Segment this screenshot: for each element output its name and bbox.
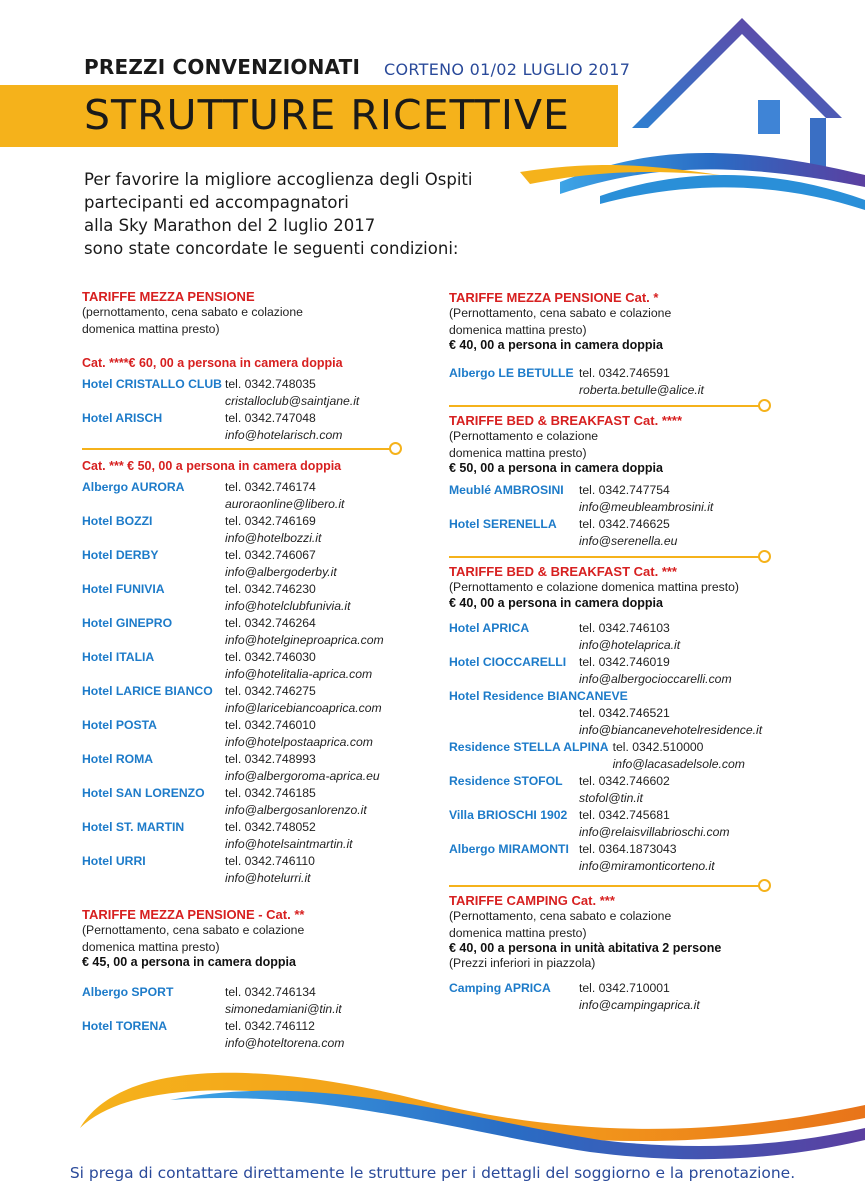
hotel-list	[82, 376, 382, 444]
hotel-name: Hotel GINEPRO	[82, 616, 173, 630]
intro-line: Per favorire la migliore accoglienza degli Ospiti	[84, 170, 473, 189]
hotel-phone: tel. 0342.746110	[225, 854, 315, 868]
section-desc: (Pernottamento, cena sabato e colazione	[449, 306, 672, 320]
hotel-name: Hotel SERENELLA	[449, 517, 557, 531]
section-half-board-4-3	[82, 289, 303, 337]
hotel-name: Hotel ST. MARTIN	[82, 820, 185, 834]
hotel-list	[449, 620, 779, 875]
hotel-name: Hotel TORENA	[82, 1019, 168, 1033]
section-price: € 50, 00 a persona in camera doppia	[449, 461, 663, 475]
hotel-entry	[82, 581, 382, 615]
hotel-entry	[82, 479, 382, 513]
hotel-name: Hotel CRISTALLO CLUB	[82, 377, 222, 391]
hotel-entry	[449, 654, 779, 688]
hotel-entry	[82, 853, 382, 887]
hotel-entry	[449, 980, 779, 1014]
hotel-name: Villa BRIOSCHI 1902	[449, 808, 568, 822]
hotel-contact	[225, 479, 344, 513]
hotel-phone: tel. 0342.746174	[225, 480, 316, 494]
header-subtitle: CORTENO 01/02 LUGLIO 2017	[384, 60, 631, 79]
section-title: TARIFFE BED & BREAKFAST Cat. ***	[449, 564, 677, 579]
section-desc: domenica mattina presto)	[449, 925, 587, 940]
hotel-phone: tel. 0342.746230	[225, 582, 316, 596]
hotel-entry	[449, 773, 779, 807]
section-desc: domenica mattina presto)	[82, 939, 220, 954]
hotel-contact	[225, 683, 382, 717]
hotel-email[interactable]: simonedamiani@tin.it	[225, 1002, 342, 1016]
section-title: TARIFFE BED & BREAKFAST Cat. ****	[449, 413, 683, 428]
hotel-contact	[579, 516, 677, 550]
hotel-list	[449, 365, 779, 399]
hotel-email[interactable]: info@hoteltorena.com	[225, 1036, 345, 1050]
hotel-contact	[225, 376, 359, 410]
hotel-list	[449, 980, 779, 1014]
hotel-entry	[449, 807, 779, 841]
hotel-name: Hotel DERBY	[82, 548, 159, 562]
hotel-email[interactable]: info@meubleambrosini.it	[579, 500, 714, 514]
hotel-email[interactable]: info@hotelarisch.com	[225, 428, 343, 442]
hotel-name: Hotel ROMA	[82, 752, 154, 766]
hotel-email[interactable]: info@campingaprica.it	[579, 998, 700, 1012]
hotel-email[interactable]: info@hotelsaintmartin.it	[225, 837, 353, 851]
hotel-name: Residence STELLA ALPINA	[449, 740, 609, 754]
hotel-email[interactable]: info@hotelclubfunivia.it	[225, 599, 351, 613]
hotel-name: Hotel LARICE BIANCO	[82, 684, 213, 698]
hotel-email[interactable]: info@serenella.eu	[579, 534, 678, 548]
hotel-phone: tel. 0342.746112	[225, 1019, 315, 1033]
section-bb-4	[449, 413, 682, 475]
section-divider	[449, 399, 771, 413]
hotel-email[interactable]: info@albergoroma-aprica.eu	[225, 769, 380, 783]
section-camping	[449, 893, 721, 972]
hotel-email[interactable]: info@biancanevehotelresidence.it	[579, 723, 763, 737]
hotel-phone: tel. 0364.1873043	[579, 842, 677, 856]
hotel-name: Albergo AURORA	[82, 480, 185, 494]
hotel-name: Hotel BOZZI	[82, 514, 153, 528]
intro-line: sono state concordate le seguenti condizioni:	[84, 239, 459, 258]
hotel-contact	[225, 984, 342, 1018]
hotel-phone: tel. 0342.746264	[225, 616, 316, 630]
hotel-contact	[225, 853, 315, 887]
hotel-name: Camping APRICA	[449, 981, 551, 995]
hotel-email[interactable]: info@laricebiancoaprica.com	[225, 701, 382, 715]
category-3-price: Cat. *** € 50, 00 a persona in camera doppia	[82, 459, 342, 473]
hotel-contact	[225, 785, 367, 819]
section-title: TARIFFE MEZZA PENSIONE Cat. *	[449, 290, 659, 305]
hotel-name: Meublé AMBROSINI	[449, 483, 564, 497]
section-divider	[449, 879, 771, 893]
section-desc: domenica mattina presto)	[82, 321, 220, 336]
hotel-name: Hotel FUNIVIA	[82, 582, 165, 596]
hotel-name: Hotel APRICA	[449, 621, 530, 635]
hotel-name: Hotel CIOCCARELLI	[449, 655, 567, 669]
hotel-name: Hotel ARISCH	[82, 411, 163, 425]
hotel-phone: tel. 0342.746067	[225, 548, 316, 562]
hotel-email[interactable]: info@lacasadelsole.com	[612, 757, 745, 771]
hotel-entry	[449, 688, 779, 739]
hotel-contact	[225, 547, 337, 581]
hotel-entry	[82, 1018, 382, 1052]
hotel-entry	[82, 984, 382, 1018]
hotel-name: Albergo MIRAMONTI	[449, 842, 569, 856]
hotel-email[interactable]: roberta.betulle@alice.it	[579, 383, 704, 397]
hotel-entry	[82, 683, 382, 717]
hotel-phone: tel. 0342.746275	[225, 684, 316, 698]
hotel-contact	[579, 654, 732, 688]
hotel-phone: tel. 0342.746602	[579, 774, 670, 788]
intro-line: alla Sky Marathon del 2 luglio 2017	[84, 216, 376, 235]
hotel-phone: tel. 0342.748035	[225, 377, 316, 391]
header-title: PREZZI CONVENZIONATI	[84, 55, 361, 79]
section-bb-3	[449, 564, 739, 610]
hotel-phone: tel. 0342.746169	[225, 514, 316, 528]
hotel-name: Residence STOFOL	[449, 774, 563, 788]
hotel-phone: tel. 0342.746010	[225, 718, 316, 732]
section-divider	[82, 442, 402, 456]
hotel-name: Hotel POSTA	[82, 718, 157, 732]
hotel-entry	[449, 516, 779, 550]
hotel-phone: tel. 0342.710001	[579, 981, 670, 995]
hotel-name: Hotel SAN LORENZO	[82, 786, 205, 800]
hotel-entry	[449, 365, 779, 399]
section-title: TARIFFE MEZZA PENSIONE	[82, 289, 255, 304]
hotel-contact	[225, 751, 380, 785]
hotel-email[interactable]: stofol@tin.it	[579, 791, 643, 805]
hotel-phone: tel. 0342.746030	[225, 650, 316, 664]
hotel-entry	[449, 482, 779, 516]
hotel-contact	[225, 410, 342, 444]
hotel-list	[82, 479, 382, 887]
hotel-contact	[225, 717, 373, 751]
hotel-phone: tel. 0342.746019	[579, 655, 670, 669]
hotel-phone: tel. 0342.747048	[225, 411, 316, 425]
section-half-board-1	[449, 290, 671, 352]
section-price: € 40, 00 a persona in unità abitativa 2 persone	[449, 941, 722, 955]
hotel-phone: tel. 0342.746103	[579, 621, 670, 635]
hotel-name: Hotel Residence BIANCANEVE	[449, 689, 628, 703]
hotel-contact	[225, 513, 321, 547]
hotel-contact	[225, 1018, 344, 1052]
hotel-contact	[225, 615, 384, 649]
hotel-email[interactable]: info@hotelitalia-aprica.com	[225, 667, 373, 681]
hotel-phone: tel. 0342.745681	[579, 808, 670, 822]
hotel-email[interactable]: info@miramonticorteno.it	[579, 859, 715, 873]
section-title: TARIFFE MEZZA PENSIONE - Cat. **	[82, 907, 305, 922]
section-desc: (pernottamento, cena sabato e colazione	[82, 305, 303, 319]
category-4-price: Cat. ****€ 60, 00 a persona in camera doppia	[82, 356, 343, 370]
hotel-list	[82, 984, 382, 1052]
section-half-board-2	[82, 907, 304, 969]
hotel-list	[449, 482, 779, 550]
bottom-wave-icon	[80, 1073, 865, 1159]
section-desc: domenica mattina presto)	[449, 322, 587, 337]
hotel-phone: tel. 0342.746521	[579, 706, 670, 720]
hotel-email[interactable]: info@albergocioccarelli.com	[579, 672, 732, 686]
hotel-phone: tel. 0342.748052	[225, 820, 316, 834]
hotel-entry	[82, 649, 382, 683]
hotel-name: Hotel URRI	[82, 854, 146, 868]
hotel-email[interactable]: info@hotelgineproaprica.com	[225, 633, 384, 647]
intro-text	[84, 168, 472, 260]
intro-line: partecipanti ed accompagnatori	[84, 193, 349, 212]
section-desc: (Pernottamento, cena sabato e colazione	[449, 909, 672, 923]
hotel-email[interactable]: info@hotelpostaaprica.com	[225, 735, 373, 749]
hotel-contact	[579, 807, 730, 841]
hotel-name: Albergo SPORT	[82, 985, 174, 999]
hotel-contact	[613, 739, 745, 773]
hotel-contact	[579, 365, 704, 399]
section-price: € 40, 00 a persona in camera doppia	[449, 338, 663, 352]
hotel-phone: tel. 0342.746591	[579, 366, 670, 380]
hotel-entry	[82, 751, 382, 785]
hotel-entry	[82, 615, 382, 649]
hotel-entry	[82, 547, 382, 581]
hotel-entry	[449, 739, 779, 773]
hotel-phone: tel. 0342.510000	[612, 740, 704, 754]
hotel-email[interactable]: info@hotelurri.it	[225, 871, 311, 885]
hotel-entry	[82, 819, 382, 853]
section-desc: (Pernottamento e colazione domenica mattina presto)	[449, 580, 739, 594]
section-price: € 45, 00 a persona in camera doppia	[82, 955, 296, 969]
hotel-contact	[579, 980, 700, 1014]
hotel-contact	[225, 649, 372, 683]
hotel-email[interactable]: info@hotelaprica.it	[579, 638, 681, 652]
hotel-entry	[82, 376, 382, 410]
hotel-email[interactable]: info@albergosanlorenzo.it	[225, 803, 367, 817]
section-price: € 40, 00 a persona in camera doppia	[449, 595, 663, 610]
footer-note: Si prega di contattare direttamente le strutture per i dettagli del soggiorno e la prenotazione.	[69, 1164, 796, 1182]
hotel-phone: tel. 0342.746185	[225, 786, 316, 800]
page-title: STRUTTURE RICETTIVE	[84, 91, 570, 139]
hotel-entry	[82, 717, 382, 751]
hotel-email[interactable]: info@albergoderby.it	[225, 565, 337, 579]
hotel-phone: tel. 0342.747754	[579, 483, 670, 497]
section-title: TARIFFE CAMPING Cat. ***	[449, 893, 615, 908]
hotel-phone: tel. 0342.746625	[579, 517, 670, 531]
hotel-entry	[449, 841, 779, 875]
hotel-email[interactable]: info@hotelbozzi.it	[225, 531, 322, 545]
hotel-name: Hotel ITALIA	[82, 650, 155, 664]
section-desc: (Pernottamento e colazione	[449, 429, 599, 443]
hotel-entry	[82, 410, 382, 444]
section-divider	[449, 550, 771, 564]
hotel-email[interactable]: info@relaisvillabrioschi.com	[579, 825, 730, 839]
section-desc: (Pernottamento, cena sabato e colazione	[82, 923, 305, 937]
hotel-email[interactable]: cristalloclub@saintjane.it	[225, 394, 360, 408]
hotel-contact	[579, 773, 670, 807]
hotel-entry	[82, 785, 382, 819]
hotel-contact	[579, 841, 715, 875]
hotel-phone: tel. 0342.746134	[225, 985, 316, 999]
hotel-entry	[82, 513, 382, 547]
hotel-name: Albergo LE BETULLE	[449, 366, 574, 380]
hotel-contact	[225, 581, 351, 615]
section-desc: domenica mattina presto)	[449, 445, 587, 460]
hotel-contact	[225, 819, 353, 853]
section-note: (Prezzi inferiori in piazzola)	[449, 956, 596, 970]
hotel-phone: tel. 0342.748993	[225, 752, 316, 766]
hotel-email[interactable]: auroraonline@libero.it	[225, 497, 345, 511]
hotel-contact	[579, 620, 680, 654]
hotel-entry	[449, 620, 779, 654]
hotel-contact	[579, 482, 713, 516]
